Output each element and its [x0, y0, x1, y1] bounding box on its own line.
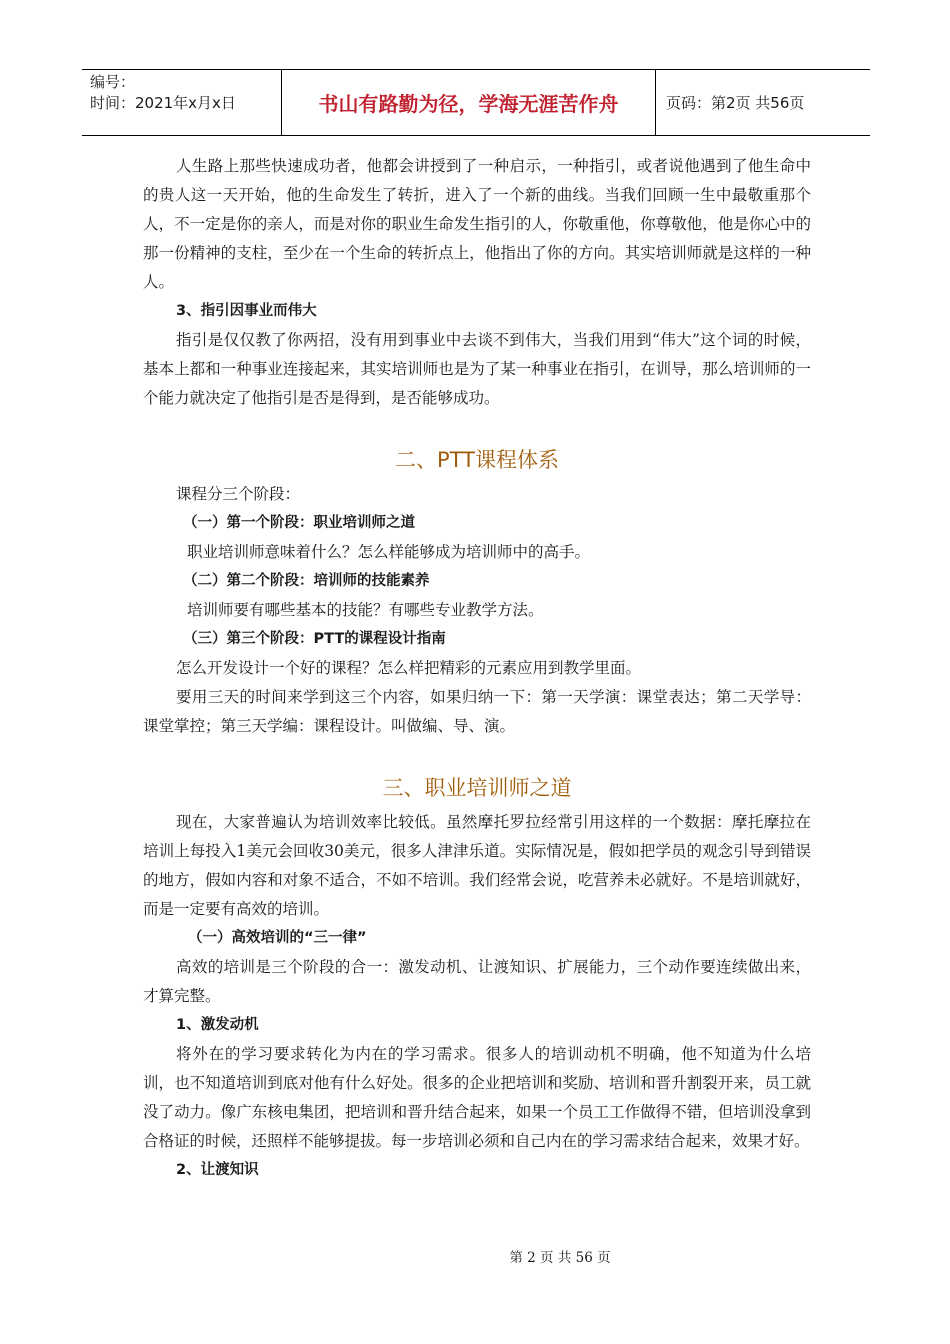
section-title: 二、PTT课程体系 [395, 448, 559, 472]
date-label: 时间：2021年x月x日 [90, 94, 236, 112]
header-meta [82, 70, 282, 135]
page-footer: 第 2 页 共 56 页 [509, 1250, 611, 1266]
subheading: 1、激发动机 [176, 1017, 259, 1033]
paragraph: 课程分三个阶段： [176, 485, 301, 503]
paragraph: 高效的培训是三个阶段的合一：激发动机、让渡知识、扩展能力，三个动作要连续做出来，才算完整。 [143, 958, 811, 1005]
header-page-info: 页码：第2页 共56页 [666, 94, 805, 112]
paragraph: 怎么开发设计一个好的课程？怎么样把精彩的元素应用到教学里面。 [176, 659, 642, 677]
paragraph: 人生路上那些快速成功者，他都会讲授到了一种启示，一种指引，或者说他遇到了他生命中的贵人这一天开始，他的生命发生了转折，进入了一个新的曲线。当我们回顾一生中最敬重那个人，不一定是你的亲人，而是对你的职业生命发生指引的人，你敬重他，你尊敬他，他是你心中的那一份精神的支柱，至少在一个生命的转折点上，他指出了你的方向。其实培训师就是这样的一种人。 [143, 157, 811, 291]
subheading: 2、让渡知识 [176, 1162, 259, 1178]
paragraph: 将外在的学习要求转化为内在的学习需求。很多人的培训动机不明确，他不知道为什么培训，也不知道培训到底对他有什么好处。很多的企业把培训和奖励、培训和晋升割裂开来，员工就没了动力。像广东核电集团，把培训和晋升结合起来，如果一个员工工作做得不错，但培训没拿到合格证的时候，还照样不能够提拔。每一步培训必须和自己内在的学习需求结合起来，效果才好。 [143, 1045, 811, 1150]
paragraph: 指引是仅仅教了你两招，没有用到事业中去谈不到伟大，当我们用到“伟大”这个词的时候，基本上都和一种事业连接起来，其实培训师也是为了某一种事业在指引，在训导，那么培训师的一个能力就决定了他指引是否是得到，是否能够成功。 [143, 331, 811, 407]
stage-heading: （二）第二个阶段：培训师的技能素养 [183, 573, 430, 589]
paragraph: 现在，大家普遍认为培训效率比较低。虽然摩托罗拉经常引用这样的一个数据：摩托摩拉在培训上每投入1美元会回收30美元，很多人津津乐道。实际情况是，假如把学员的观念引导到错误的地方，假如内容和对象不适合，不如不培训。我们经常会说，吃营养未必就好。不是培训就好，而是一定要有高效的培训。 [143, 813, 811, 918]
stage-heading: （三）第三个阶段：PTT的课程设计指南 [183, 631, 446, 647]
subheading: （一）高效培训的“三一律” [188, 930, 367, 946]
code-label: 编号： [90, 73, 136, 91]
document-body [143, 152, 811, 1185]
paragraph: 要用三天的时间来学到这三个内容，如果归纳一下：第一天学演：课堂表达；第二天学导：课堂掌控；第三天学编：课程设计。叫做编、导、演。 [143, 688, 811, 735]
paragraph: 职业培训师意味着什么？怎么样能够成为培训师中的高手。 [187, 543, 591, 561]
document-header [82, 69, 870, 136]
header-motto: 书山有路勤为径，学海无涯苦作舟 [282, 70, 656, 135]
subheading: 3、指引因事业而伟大 [176, 303, 317, 319]
paragraph: 培训师要有哪些基本的技能？有哪些专业教学方法。 [187, 601, 544, 619]
stage-heading: （一）第一个阶段：职业培训师之道 [183, 515, 415, 531]
section-title: 三、职业培训师之道 [382, 776, 572, 800]
